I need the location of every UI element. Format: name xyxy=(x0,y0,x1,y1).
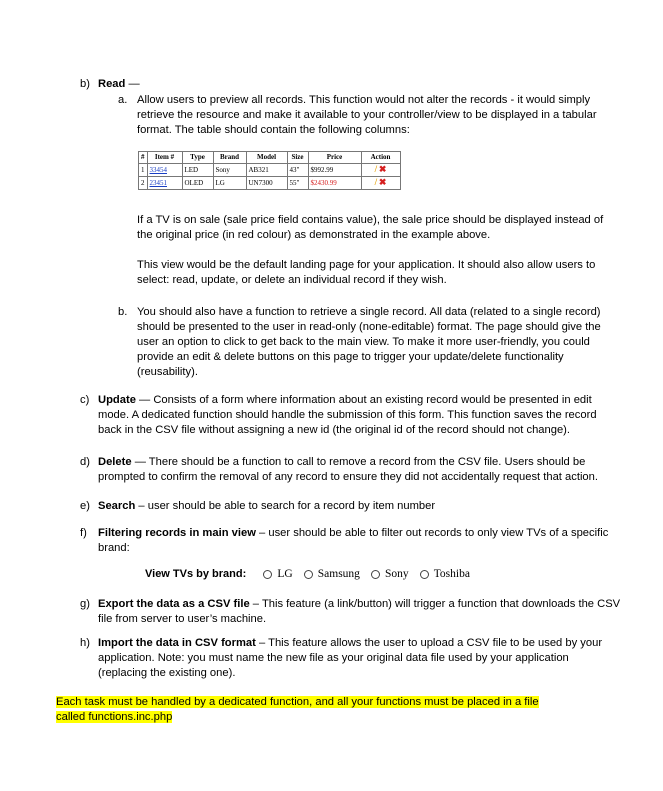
item-marker-c: c) xyxy=(80,394,90,406)
col-header: Action xyxy=(361,152,400,164)
item-marker-b: b) xyxy=(80,78,90,90)
read-all-description: Allow users to preview all records. This function would not alter the records - it would simply retrieve the resource and make it available to your controller/view to be displayed in a tabular format. The table should contain the following columns: xyxy=(137,94,597,136)
brand-filter xyxy=(145,568,470,580)
radio-toshiba[interactable] xyxy=(420,570,429,579)
section-import: Import the data in CSV format – This feature allows the user to upload a CSV file to be used by your application. Note: you must name the new file as your original data file used by your application (replacing the existing one). xyxy=(98,637,603,679)
item-number-cell xyxy=(147,177,182,190)
section-filtering: Filtering records in main view – user should be able to filter out records to only view TVs of a specific brand: xyxy=(98,527,609,554)
read-single-description: You should also have a function to retrieve a single record. All data (related to a single record) should be presented to the user in read-only (none-editable) format. The page should give the user an option to click to get back to the main view. To make it more user-friendly, you could provide an edit & delete buttons on this page to trigger your update/delete functionality (reusability). xyxy=(137,306,601,378)
pencil-icon[interactable]: / xyxy=(374,164,378,174)
item-marker-e: e) xyxy=(80,500,90,512)
col-header: Price xyxy=(308,152,361,164)
col-header: Item # xyxy=(147,152,182,164)
type-cell: OLED xyxy=(182,177,213,190)
radio-label-lg: LG xyxy=(277,568,293,580)
section-export: Export the data as a CSV file – This feature (a link/button) will trigger a function that downloads the CSV file from server to user’s machine. xyxy=(98,598,621,625)
brand-cell: Sony xyxy=(213,164,246,177)
sale-price-note: If a TV is on sale (sale price field contains value), the sale price should be displayed instead of the original price (in red colour) as demonstrated in the example above. xyxy=(137,214,604,241)
default-landing-note: This view would be the default landing page for your application. It should also allow users to select: read, update, or delete an individual record if they wish. xyxy=(137,259,596,286)
subitem-marker-b: b. xyxy=(118,306,128,318)
item-marker-f: f) xyxy=(80,527,87,539)
model-cell: AB321 xyxy=(246,164,287,177)
tv-records-table xyxy=(138,151,401,190)
size-cell: 55" xyxy=(287,177,308,190)
brand-filter-label: View TVs by brand: xyxy=(145,568,247,580)
cross-icon[interactable]: ✖ xyxy=(378,164,387,174)
radio-sony[interactable] xyxy=(371,570,380,579)
radio-label-samsung: Samsung xyxy=(317,568,360,580)
item-marker-g: g) xyxy=(80,598,90,610)
col-header: Brand xyxy=(213,152,246,164)
type-cell: LED xyxy=(182,164,213,177)
item-number-cell xyxy=(147,164,182,177)
item-link[interactable]: 33454 xyxy=(149,165,167,174)
radio-label-toshiba: Toshiba xyxy=(433,568,470,580)
brand-cell: LG xyxy=(213,177,246,190)
row-number: 2 xyxy=(139,177,148,190)
section-update: Update — Consists of a form where information about an existing record would be presented in edit mode. A dedicated function should handle the submission of this form. This function saves the record back in the CSV file without assigning a new id (the original id of the record should not change). xyxy=(98,394,597,436)
subitem-marker-a: a. xyxy=(118,94,128,106)
item-marker-h: h) xyxy=(80,637,90,649)
row-number: 1 xyxy=(139,164,148,177)
pencil-icon[interactable]: / xyxy=(374,177,378,187)
col-header: Size xyxy=(287,152,308,164)
item-marker-d: d) xyxy=(80,456,90,468)
section-delete: Delete — There should be a function to call to remove a record from the CSV file. Users should be prompted to confirm the removal of any record to ensure they did not accidentally request that action. xyxy=(98,456,598,483)
price-cell: $992.99 xyxy=(308,164,361,177)
radio-lg[interactable] xyxy=(263,570,272,579)
col-header: # xyxy=(139,152,148,164)
action-cell xyxy=(361,177,400,190)
table-row xyxy=(139,177,401,190)
radio-samsung[interactable] xyxy=(304,570,313,579)
cross-icon[interactable]: ✖ xyxy=(378,177,387,187)
col-header: Type xyxy=(182,152,213,164)
item-link[interactable]: 23451 xyxy=(149,178,167,187)
highlighted-note: Each task must be handled by a dedicated function, and all your functions must be placed in a file called functions.inc.php xyxy=(56,696,539,723)
col-header: Model xyxy=(246,152,287,164)
table-header-row xyxy=(139,152,401,164)
sale-price-cell: $2430.99 xyxy=(308,177,361,190)
action-cell xyxy=(361,164,400,177)
radio-label-sony: Sony xyxy=(384,568,409,580)
section-search: Search – user should be able to search for a record by item number xyxy=(98,500,436,512)
size-cell: 43" xyxy=(287,164,308,177)
table-row xyxy=(139,164,401,177)
model-cell: UN7300 xyxy=(246,177,287,190)
section-read-title: Read — xyxy=(98,78,140,90)
